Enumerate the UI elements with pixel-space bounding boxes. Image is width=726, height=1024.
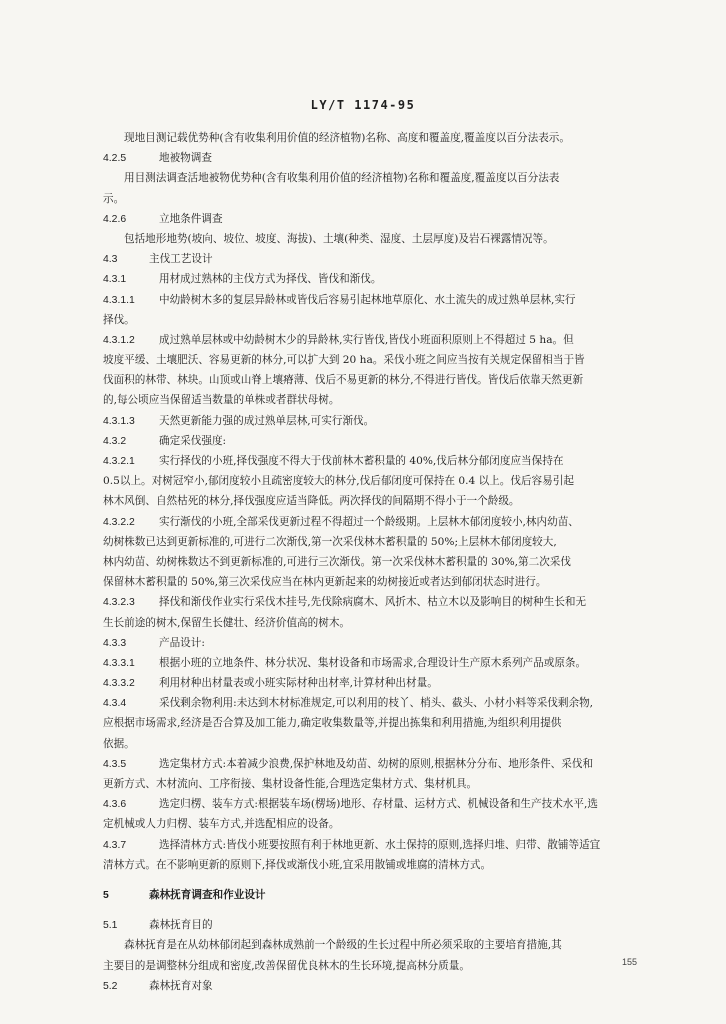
line-text: 现地目测记载优势种(含有收集利用价值的经济植物)名称、高度和覆盖度,覆盖度以百分法表示。 bbox=[124, 132, 570, 144]
clause-number: 4.3.1 bbox=[103, 274, 127, 286]
clause-number: 4.3.1.3 bbox=[103, 415, 135, 427]
clause-number: 4.3.3 bbox=[103, 637, 127, 649]
line-text: 清林方式。在不影响更新的原则下,择伐或渐伐小班,宜采用散铺或堆腐的清林方式。 bbox=[103, 858, 492, 871]
line-text: 生长前途的树木,保留生长健壮、经济价值高的树木。 bbox=[103, 616, 351, 629]
text-line bbox=[103, 734, 663, 754]
line-text: 森林抚育目的 bbox=[149, 919, 213, 932]
line-text: 林木风倒、自然枯死的林分,择伐强度应适当降低。两次择伐的间隔期不得小于一个龄级。 bbox=[103, 495, 520, 508]
line-text: 实行择伐的小班,择伐强度不得大于伐前林木蓄积量的 40%,伐后林分郁闭度应当保持在 bbox=[159, 455, 564, 467]
line-text: 依据。 bbox=[103, 737, 135, 750]
text-line bbox=[103, 350, 663, 370]
line-text: 幼树株数已达到更新标准的,可进行二次渐伐,第一次采伐林木蓄积量的 50%;上层林木郁闭度较大, bbox=[103, 535, 557, 548]
line-text: 森林抚育是在从幼林郁闭起到森林成熟前一个龄级的生长过程中所必须采取的主要培育措施,其 bbox=[124, 939, 562, 952]
clause-number: 4.3.1.2 bbox=[103, 334, 135, 346]
clause-line bbox=[103, 249, 663, 269]
text-line bbox=[103, 370, 663, 390]
clause-number: 4.3.3.2 bbox=[103, 678, 135, 690]
clause-line bbox=[103, 330, 663, 350]
text-line bbox=[103, 532, 663, 552]
clause-number: 4.2.5 bbox=[103, 153, 127, 165]
clause-number: 5.2 bbox=[103, 980, 118, 992]
clause-line bbox=[103, 633, 663, 653]
text-line bbox=[103, 491, 663, 511]
clause-number: 5.1 bbox=[103, 920, 118, 932]
line-text: 森林抚育对象 bbox=[149, 979, 213, 992]
text-line bbox=[103, 310, 663, 330]
clause-line bbox=[103, 754, 663, 774]
clause-number: 4.2.6 bbox=[103, 213, 127, 225]
line-text: 选择清林方式:皆伐小班要按照有利于林地更新、水土保持的原则,选择归堆、归带、散铺等适宜 bbox=[159, 838, 601, 851]
line-text: 择伐。 bbox=[103, 313, 135, 326]
clause-number: 4.3.3.1 bbox=[103, 657, 135, 669]
clause-number: 4.3.1.1 bbox=[103, 294, 135, 306]
line-text: 主要目的是调整林分组成和密度,改善保留优良林木的生长环境,提高林分质量。 bbox=[103, 959, 470, 972]
line-text: 天然更新能力强的成过熟单层林,可实行渐伐。 bbox=[159, 414, 375, 427]
line-text: 坡度平缓、土壤肥沃、容易更新的林分,可以扩大到 20 ha。采伐小班之间应当按有关规定保留相当于皆 bbox=[103, 354, 585, 367]
clause-line bbox=[103, 673, 663, 693]
line-text: 包括地形地势(坡向、坡位、坡度、海拔)、土壤(种类、湿度、土层厚度)及岩石裸露情况等。 bbox=[124, 232, 554, 245]
line-text: 立地条件调查 bbox=[159, 212, 223, 225]
text-line bbox=[103, 814, 663, 834]
line-text: 确定采伐强度: bbox=[159, 434, 227, 447]
clause-number: 4.3.4 bbox=[103, 698, 127, 710]
line-text: 定机械或人力归楞、装车方式,并选配相应的设备。 bbox=[103, 818, 340, 831]
page-header: LY/T 1174-95 bbox=[310, 98, 416, 112]
clause-line bbox=[103, 411, 663, 431]
text-line bbox=[103, 168, 663, 188]
clause-number: 4.3.2 bbox=[103, 435, 127, 447]
line-text: 成过熟单层林或中幼龄树木少的异龄林,实行皆伐,皆伐小班面积原则上不得超过 5 ha。但 bbox=[159, 333, 574, 346]
text-line bbox=[103, 390, 663, 410]
text-line bbox=[103, 189, 663, 209]
text-line bbox=[103, 572, 663, 592]
text-line bbox=[103, 855, 663, 875]
clause-number: 4.3.6 bbox=[103, 799, 127, 811]
line-text: 应根据市场需求,经济是否合算及加工能力,确定收集数量等,并提出拣集和利用措施,为组织利用提供 bbox=[103, 717, 562, 730]
line-text: 选定集材方式:本着减少浪费,保护林地及幼苗、幼树的原则,根据林分分布、地形条件、采伐和 bbox=[159, 757, 594, 770]
clause-line bbox=[103, 512, 663, 532]
clause-line bbox=[103, 431, 663, 451]
text-line bbox=[103, 128, 663, 148]
line-text: 用材成过熟林的主伐方式为择伐、皆伐和渐伐。 bbox=[159, 273, 382, 286]
line-text: 保留林木蓄积量的 50%,第三次采伐应当在林内更新起来的幼树接近或者达到郁闭状态时进行。 bbox=[103, 576, 547, 589]
clause-line bbox=[103, 209, 663, 229]
page-number: 155 bbox=[622, 957, 638, 967]
line-text: 主伐工艺设计 bbox=[149, 253, 213, 266]
clause-line bbox=[103, 915, 663, 935]
line-text: 利用材种出材量表或小班实际材种出材率,计算材种出材量。 bbox=[159, 677, 438, 690]
line-text: 0.5以上。对树冠窄小,郁闭度较小且疏密度较大的林分,伐后郁闭度可保持在 0.4 以上。伐后容易引起 bbox=[103, 475, 574, 488]
line-text: 地被物调查 bbox=[159, 152, 212, 165]
clause-line bbox=[103, 976, 663, 996]
text-line bbox=[103, 552, 663, 572]
line-text: 伐面积的林带、林块。山顶或山脊上壤瘠薄、伐后不易更新的林分,不得进行皆伐。皆伐后依靠天然更新 bbox=[103, 374, 584, 387]
text-line bbox=[103, 229, 663, 249]
text-line bbox=[103, 956, 663, 976]
clause-number: 4.3.2.3 bbox=[103, 597, 135, 609]
line-text: 选定归楞、装车方式:根据装车场(楞场)地形、存材量、运材方式、机械设备和生产技术水平,选 bbox=[159, 798, 598, 811]
line-text: 森林抚育调查和作业设计 bbox=[149, 888, 266, 901]
line-text: 的,每公顷应当保留适当数量的单株或者群状母树。 bbox=[103, 394, 340, 407]
clause-line bbox=[103, 693, 663, 713]
line-text: 产品设计: bbox=[159, 636, 205, 649]
text-line bbox=[103, 774, 663, 794]
clause-line bbox=[103, 592, 663, 612]
line-text: 实行渐伐的小班,全部采伐更新过程不得超过一个龄级期。上层林木郁闭度较小,林内幼苗、 bbox=[159, 515, 579, 528]
clause-line bbox=[103, 794, 663, 814]
document-body bbox=[103, 128, 663, 996]
line-text: 用目测法调查活地被物优势种(含有收集利用价值的经济植物)名称和覆盖度,覆盖度以百分法表 bbox=[124, 172, 560, 185]
clause-number: 4.3.7 bbox=[103, 839, 127, 851]
line-text: 示。 bbox=[103, 192, 125, 205]
clause-number: 4.3.5 bbox=[103, 758, 127, 770]
clause-line bbox=[103, 148, 663, 168]
clause-number: 4.3.2.2 bbox=[103, 516, 135, 528]
line-text: 择伐和渐伐作业实行采伐木挂号,先伐除病腐木、风折木、枯立木以及影响目的树种生长和无 bbox=[159, 596, 587, 609]
clause-line bbox=[103, 290, 663, 310]
clause-line bbox=[103, 269, 663, 289]
text-line bbox=[103, 471, 663, 491]
clause-number: 5 bbox=[103, 889, 109, 901]
line-text: 中幼龄树木多的复层异龄林或皆伐后容易引起林地草原化、水土流失的成过熟单层林,实行 bbox=[159, 293, 576, 306]
clause-number: 4.3 bbox=[103, 254, 118, 266]
clause-number: 4.3.2.1 bbox=[103, 456, 135, 467]
clause-line bbox=[103, 885, 663, 905]
text-line bbox=[103, 713, 663, 733]
line-text: 采伐剩余物利用:未达到木材标准规定,可以利用的枝丫、梢头、截头、小材小料等采伐剩余物, bbox=[159, 697, 594, 710]
line-text: 林内幼苗、幼树株数达不到更新标准的,可进行三次渐伐。第一次采伐林木蓄积量的 30%,第二次采伐 bbox=[103, 555, 571, 568]
line-text: 更新方式、木材流向、工序衔接、集材设备性能,合理选定集材方式、集材机具。 bbox=[103, 778, 478, 790]
clause-line bbox=[103, 653, 663, 673]
clause-line bbox=[103, 451, 663, 471]
clause-line bbox=[103, 835, 663, 855]
text-line bbox=[103, 935, 663, 955]
line-text: 根据小班的立地条件、林分状况、集材设备和市场需求,合理设计生产原木系列产品或原条。 bbox=[159, 656, 587, 669]
text-line bbox=[103, 613, 663, 633]
